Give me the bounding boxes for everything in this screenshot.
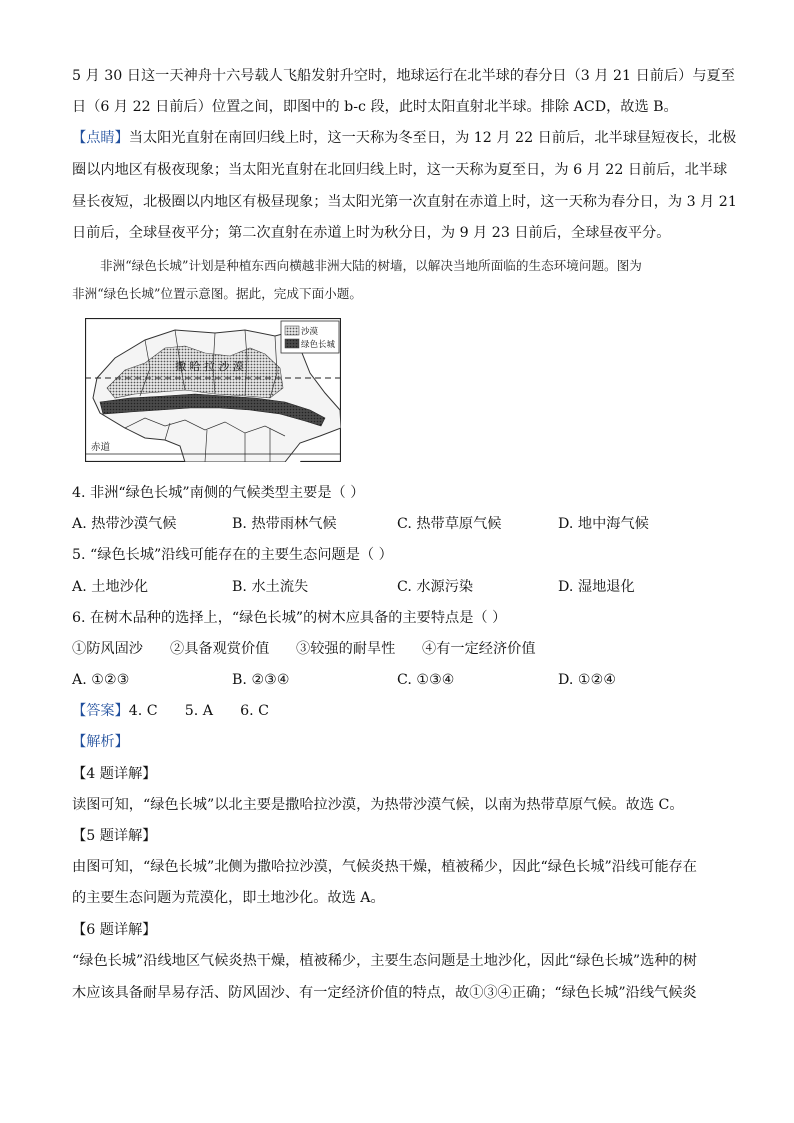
q4-option-b[interactable]: B. 热带雨林气候 bbox=[232, 516, 337, 532]
q5-option-c[interactable]: C. 水源污染 bbox=[397, 579, 474, 595]
q5-option-a[interactable]: A. 土地沙化 bbox=[72, 579, 149, 595]
intro-line: 日（6 月 22 日前后）位置之间，即图中的 b-c 段，此时太阳直射北半球。排除 ACD，故选 B。 bbox=[72, 99, 678, 115]
q4-option-a[interactable]: A. 热带沙漠气候 bbox=[72, 516, 177, 532]
passage-line: 非洲“绿色长城”计划是种植东西向横越非洲大陆的树墙，以解决当地所面临的生态环境问题。图为 bbox=[100, 258, 642, 273]
detail-5-line: 的主要生态问题为荒漠化，即土地沙化。故选 A。 bbox=[72, 890, 385, 906]
q6-option-a[interactable]: A. ①②③ bbox=[72, 672, 130, 688]
q6-item-1: ①防风固沙 bbox=[72, 641, 143, 657]
q6-option-c[interactable]: C. ①③④ bbox=[397, 672, 455, 688]
question-5-stem: 5. “绿色长城”沿线可能存在的主要生态问题是（ ） bbox=[72, 547, 393, 563]
detail-4-tag: 【4 题详解】 bbox=[72, 766, 157, 782]
equator-label: 赤道 bbox=[91, 442, 111, 453]
answer-line bbox=[72, 701, 269, 721]
analysis-tag: 【解析】 bbox=[72, 734, 129, 750]
detail-6-line: “绿色长城”沿线地区气候炎热干燥，植被稀少，主要生态问题是土地沙化，因此“绿色长城”选种的树 bbox=[72, 953, 697, 969]
detail-5-tag: 【5 题详解】 bbox=[72, 828, 157, 844]
question-6-stem: 6. 在树木品种的选择上，“绿色长城”的树木应具备的主要特点是（ ） bbox=[72, 610, 507, 626]
q5-option-b[interactable]: B. 水土流失 bbox=[232, 579, 309, 595]
legend-wall-swatch bbox=[285, 339, 299, 348]
dianjing-tag: 【点睛】 bbox=[72, 130, 129, 146]
legend-wall-label: 绿色长城 bbox=[301, 340, 336, 350]
q6-option-b[interactable]: B. ②③④ bbox=[232, 672, 290, 688]
q6-option-d[interactable]: D. ①②④ bbox=[558, 672, 617, 688]
answer-tag: 【答案】 bbox=[72, 703, 129, 719]
q4-option-c[interactable]: C. 热带草原气候 bbox=[397, 516, 502, 532]
legend-desert-label: 沙漠 bbox=[301, 327, 319, 337]
detail-6-line: 木应该具备耐旱易存活、防风固沙、有一定经济价值的特点，故①③④正确；“绿色长城”沿线气候炎 bbox=[72, 985, 697, 1001]
sahara-label: 撒 哈 拉 沙 漠 bbox=[175, 360, 244, 373]
dianjing-line bbox=[72, 128, 736, 148]
detail-6-tag: 【6 题详解】 bbox=[72, 922, 157, 938]
q5-option-d[interactable]: D. 湿地退化 bbox=[558, 579, 635, 595]
legend-desert-swatch bbox=[285, 326, 299, 335]
answer-text: 4. C 5. A 6. C bbox=[128, 703, 269, 719]
map-legend bbox=[281, 321, 339, 353]
question-4-stem: 4. 非洲“绿色长城”南侧的气候类型主要是（ ） bbox=[72, 485, 365, 501]
q6-item-4: ④有一定经济价值 bbox=[422, 641, 536, 657]
dianjing-line: 昼长夜短，北极圈以内地区有极昼现象；当太阳光第一次直射在赤道上时，这一天称为春分日，为 3 月 21 bbox=[72, 194, 737, 210]
africa-green-wall-map bbox=[85, 318, 341, 462]
detail-4-line: 读图可知，“绿色长城”以北主要是撒哈拉沙漠，为热带沙漠气候，以南为热带草原气候。故选 C。 bbox=[72, 797, 684, 813]
dianjing-line: 日前后，全球昼夜平分；第二次直射在赤道上时为秋分日，为 9 月 23 日前后，全球昼夜平分。 bbox=[72, 225, 671, 241]
dianjing-text: 当太阳光直射在南回归线上时，这一天称为冬至日，为 12 月 22 日前后，北半球昼短夜长，北极 bbox=[128, 130, 737, 146]
intro-line: 5 月 30 日这一天神舟十六号载人飞船发射升空时，地球运行在北半球的春分日（3 月 21 日前后）与夏至 bbox=[72, 68, 735, 84]
q4-option-d[interactable]: D. 地中海气候 bbox=[558, 516, 649, 532]
dianjing-line: 圈以内地区有极夜现象；当太阳光直射在北回归线上时，这一天称为夏至日，为 6 月 22 日前后，北半球 bbox=[72, 162, 728, 178]
detail-5-line: 由图可知，“绿色长城”北侧为撒哈拉沙漠，气候炎热干燥，植被稀少，因此“绿色长城”沿线可能存在 bbox=[72, 859, 697, 875]
q6-item-2: ②具备观赏价值 bbox=[170, 641, 270, 657]
q6-item-3: ③较强的耐旱性 bbox=[296, 641, 396, 657]
passage-line: 非洲“绿色长城”位置示意图。据此，完成下面小题。 bbox=[72, 286, 362, 301]
